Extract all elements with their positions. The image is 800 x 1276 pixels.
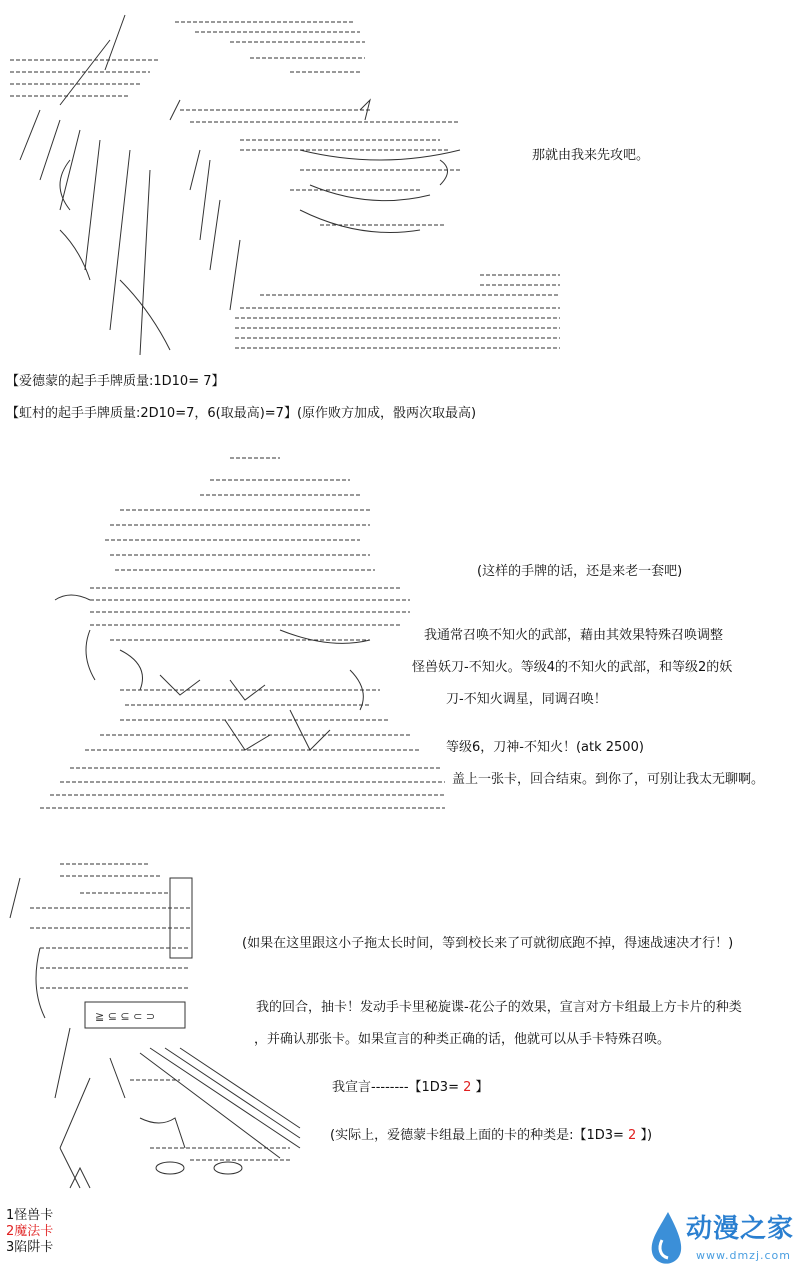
actual-type-roll-value: 2 (628, 1128, 637, 1143)
panel-2-line-4: 刀-不知火调星，同调召唤！ (446, 692, 607, 707)
type-item-spell: 2魔法卡 (6, 1224, 54, 1239)
nijimura-hand-quality: 【虹村的起手手牌质量:2D10=7，6(取最高)=7】(原作败方加成，骰两次取最高) (6, 406, 477, 421)
ascii-art-panel-3 (0, 848, 310, 1198)
ascii-art-panel-2 (30, 450, 450, 822)
speech-panel-1: 那就由我来先攻吧。 (532, 148, 650, 163)
ascii-art-drawing-2 (30, 450, 450, 822)
actual-type-line (330, 1128, 652, 1144)
actual-type-prefix: (实际上，爱德蒙卡组最上面的卡的种类是:【1D3= (330, 1128, 629, 1143)
declaration-suffix: 】 (471, 1080, 489, 1095)
edmond-hand-quality: 【爱德蒙的起手手牌质量:1D10= 7】 (6, 374, 225, 389)
ascii-art-drawing-3 (0, 848, 310, 1198)
panel-3-line-3: ，并确认那张卡。如果宣言的种类正确的话，他就可以从手卡特殊召唤。 (254, 1032, 671, 1047)
panel-3-line-2: 我的回合，抽卡！发动手卡里秘旋谍-花公子的效果，宣言对方卡组最上方卡片的种类 (256, 1000, 742, 1015)
type-item-trap: 3陷阱卡 (6, 1240, 54, 1255)
panel-2-line-5: 等级6，刀神-不知火！(atk 2500) (446, 740, 644, 755)
declaration-line (332, 1080, 489, 1096)
site-watermark (648, 1210, 798, 1272)
type-item-monster: 1怪兽卡 (6, 1208, 54, 1223)
declaration-prefix: 我宣言--------【1D3= (332, 1080, 464, 1095)
panel-2-line-6: 盖上一张卡，回合结束。到你了，可别让我太无聊啊。 (452, 772, 765, 787)
svg-text:≧ ⊆ ⊆ ⊂ ⊃: ≧ ⊆ ⊆ ⊂ ⊃ (95, 1010, 156, 1023)
panel-2-line-3: 怪兽妖刀-不知火。等级4的不知火的武部，和等级2的妖 (412, 660, 733, 675)
watermark-url: www.dmzj.com (696, 1249, 791, 1262)
declaration-roll-value: 2 (463, 1080, 472, 1095)
panel-2-line-2: 我通常召唤不知火的武部，藉由其效果特殊召唤调整 (424, 628, 724, 643)
actual-type-suffix: 】) (636, 1128, 653, 1143)
watermark-title: 动漫之家 (686, 1214, 795, 1244)
ascii-art-drawing-1 (0, 10, 570, 355)
water-drop-logo-icon (648, 1210, 684, 1268)
panel-2-line-1: (这样的手牌的话，还是来老一套吧) (477, 564, 683, 579)
ascii-art-panel-1 (0, 10, 570, 355)
panel-3-line-1: (如果在这里跟这小子拖太长时间，等到校长来了可就彻底跑不掉，得速战速决才行！) (242, 936, 734, 951)
